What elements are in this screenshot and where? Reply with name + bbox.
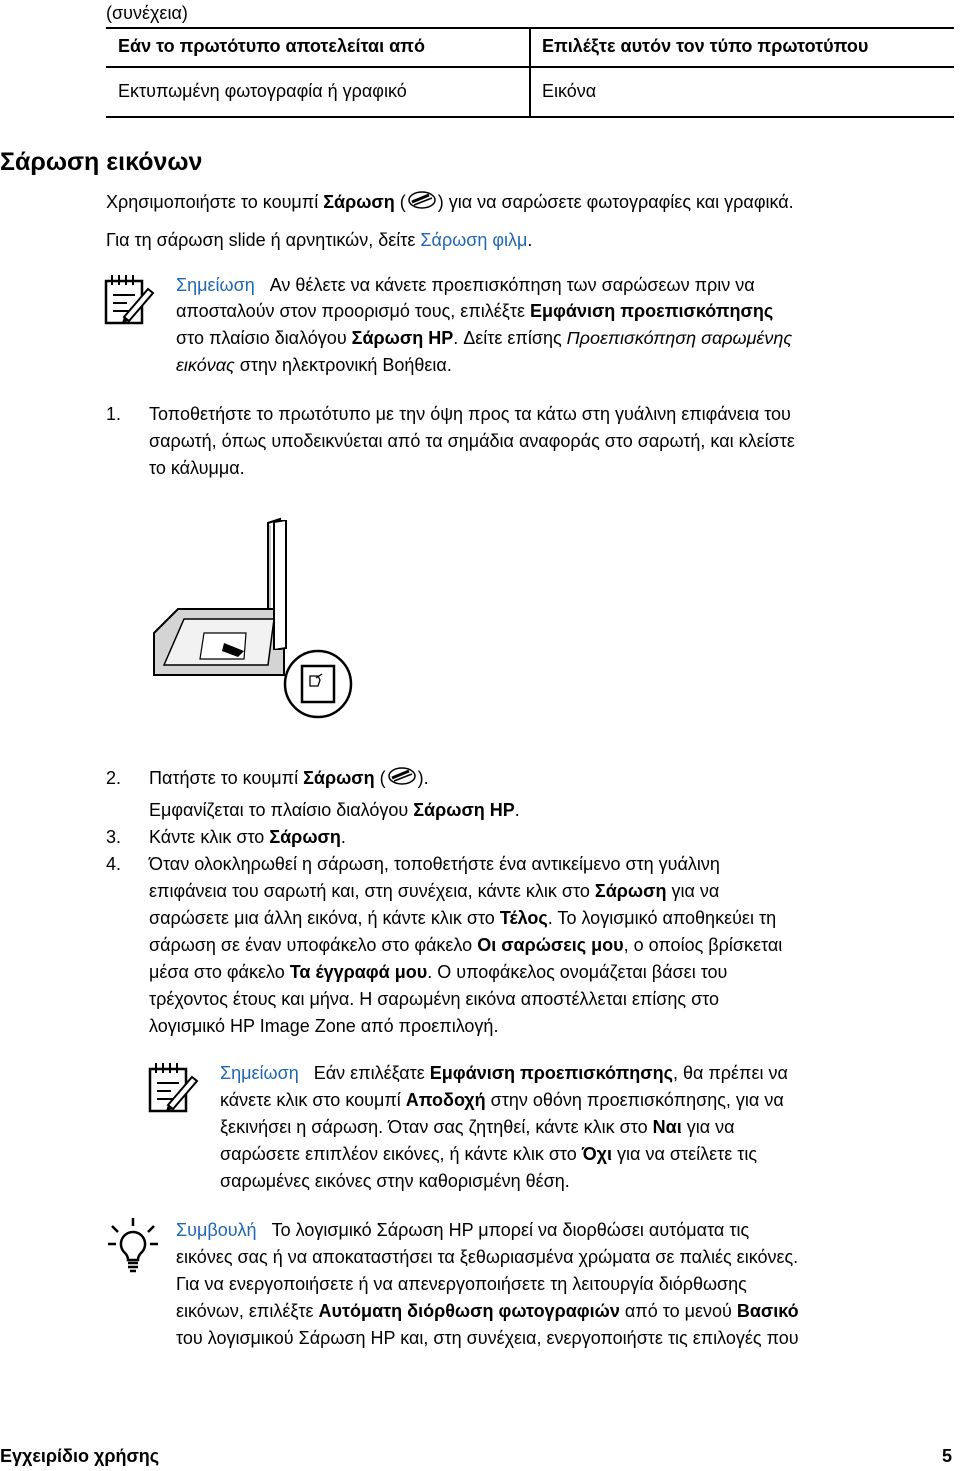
step4-line-4: σάρωση σε έναν υποφάκελο στο φάκελο Οι σαρώσεις μου, ο οποίος βρίσκεται — [149, 935, 783, 955]
tip-label: Συμβουλή — [176, 1220, 257, 1240]
footer-manual-title: Εγχειρίδιο χρήσης — [0, 1446, 160, 1466]
footer-page-number: 5 — [941, 1446, 952, 1466]
tip-line-3: Για να ενεργοποιήσετε ή να απενεργοποιήσετε τη λειτουργία διόρθωσης — [176, 1274, 747, 1294]
note-label: Σημείωση — [176, 275, 255, 295]
step2-line-2: Εμφανίζεται το πλαίσιο διαλόγου Σάρωση HP. — [149, 800, 520, 820]
intro-line-2: Για τη σάρωση slide ή αρνητικών, δείτε Σάρωση φιλμ. — [106, 230, 533, 250]
step4-number: 4. — [106, 854, 122, 874]
step1-line-1: Τοποθετήστε το πρωτότυπο με την όψη προς τα κάτω στη γυάλινη επιφάνεια του — [149, 404, 791, 424]
table-cell-original: Εκτυπωμένη φωτογραφία ή γραφικό — [118, 81, 407, 101]
table-cell-type: Εικόνα — [542, 81, 597, 101]
scan-button-icon — [407, 190, 437, 217]
tip-line-1: Συμβουλή Το λογισμικό Σάρωση HP μπορεί να διορθώσει αυτόματα τις — [176, 1220, 750, 1240]
step4-line-2: επιφάνεια του σαρωτή και, στη συνέχεια, κάντε κλικ στο Σάρωση για να — [149, 881, 720, 901]
step1-number: 1. — [106, 404, 122, 424]
note1-line-2: αποσταλούν στον προορισμό τους, επιλέξτε Εμφάνιση προεπισκόπησης — [176, 301, 774, 321]
table-header-left: Εάν το πρωτότυπο αποτελείται από — [118, 36, 425, 56]
note-icon — [104, 271, 156, 330]
tip-line-5: του λογισμικού Σάρωση HP και, στη συνέχεια, ενεργοποιήστε τις επιλογές που — [176, 1328, 799, 1348]
step4-line-7: λογισμικό HP Image Zone από προεπιλογή. — [149, 1016, 499, 1036]
step2-line-1: Πατήστε το κουμπί Σάρωση ( ). — [149, 765, 429, 793]
note1-line-1: Σημείωση Αν θέλετε να κάνετε προεπισκόπηση των σαρώσεων πριν να — [176, 275, 755, 295]
tip-line-4: εικόνων, επιλέξτε Αυτόματη διόρθωση φωτογραφιών από το μενού Βασικό — [176, 1301, 799, 1321]
step4-line-1: Όταν ολοκληρωθεί η σάρωση, τοποθετήστε ένα αντικείμενο στη γυάλινη — [149, 854, 720, 874]
lightbulb-icon — [106, 1216, 160, 1281]
note2-line-3: ξεκινήσει η σάρωση. Όταν σας ζητηθεί, κάντε κλικ στο Ναι για να — [220, 1117, 735, 1137]
scan-button-icon — [387, 766, 417, 793]
step3-line: Κάντε κλικ στο Σάρωση. — [149, 827, 346, 847]
step1-line-2: σαρωτή, όπως υποδεικνύεται από τα σημάδια αναφοράς στο σαρωτή, και κλείστε — [149, 431, 795, 451]
intro-line-1: Χρησιμοποιήστε το κουμπί Σάρωση ( ) για να σαρώσετε φωτογραφίες και γραφικά. — [106, 189, 794, 217]
step4-line-3: σαρώσετε μια άλλη εικόνα, ή κάντε κλικ στο Τέλος. Το λογισμικό αποθηκεύει τη — [149, 908, 777, 928]
table-column-divider — [529, 27, 531, 117]
tip-line-2: εικόνες σας ή να αποκαταστήσει τα ξεθωριασμένα χρώματα σε παλιές εικόνες. — [176, 1247, 799, 1267]
step4-line-5: μέσα στο φάκελο Τα έγγραφά μου. Ο υποφάκελος ονομάζεται βάσει του — [149, 962, 728, 982]
note2-line-1: Σημείωση Εάν επιλέξατε Εμφάνιση προεπισκόπησης, θα πρέπει να — [220, 1063, 788, 1083]
note2-line-4: σαρώσετε επιπλέον εικόνες, ή κάντε κλικ στο Όχι για να στείλετε τις — [220, 1144, 758, 1164]
note-icon — [148, 1059, 200, 1118]
step2-number: 2. — [106, 768, 122, 788]
lid-edge — [270, 520, 288, 655]
step3-number: 3. — [106, 827, 122, 847]
scan-film-link[interactable]: Σάρωση φιλμ — [420, 230, 528, 250]
note-label: Σημείωση — [220, 1063, 299, 1083]
continued-label: (συνέχεια) — [106, 3, 188, 23]
section-title: Σάρωση εικόνων — [0, 148, 203, 176]
note1-line-3: στο πλαίσιο διαλόγου Σάρωση HP. Δείτε επίσης Προεπισκόπηση σαρωμένης — [176, 328, 793, 348]
step1-line-3: το κάλυμμα. — [149, 458, 245, 478]
note1-line-4: εικόνας στην ηλεκτρονική Βοήθεια. — [176, 355, 452, 375]
step4-line-6: τρέχοντος έτους και μήνα. Η σαρωμένη εικόνα αποστέλλεται επίσης στο — [149, 989, 720, 1009]
magnified-detail — [282, 648, 354, 725]
note2-line-2: κάνετε κλικ στο κουμπί Αποδοχή στην οθόνη προεπισκόπησης, για να — [220, 1090, 784, 1110]
table-header-right: Επιλέξτε αυτόν τον τύπο πρωτοτύπου — [542, 36, 869, 56]
note2-line-5: σαρωμένες εικόνες στην καθορισμένη θέση. — [220, 1171, 570, 1191]
